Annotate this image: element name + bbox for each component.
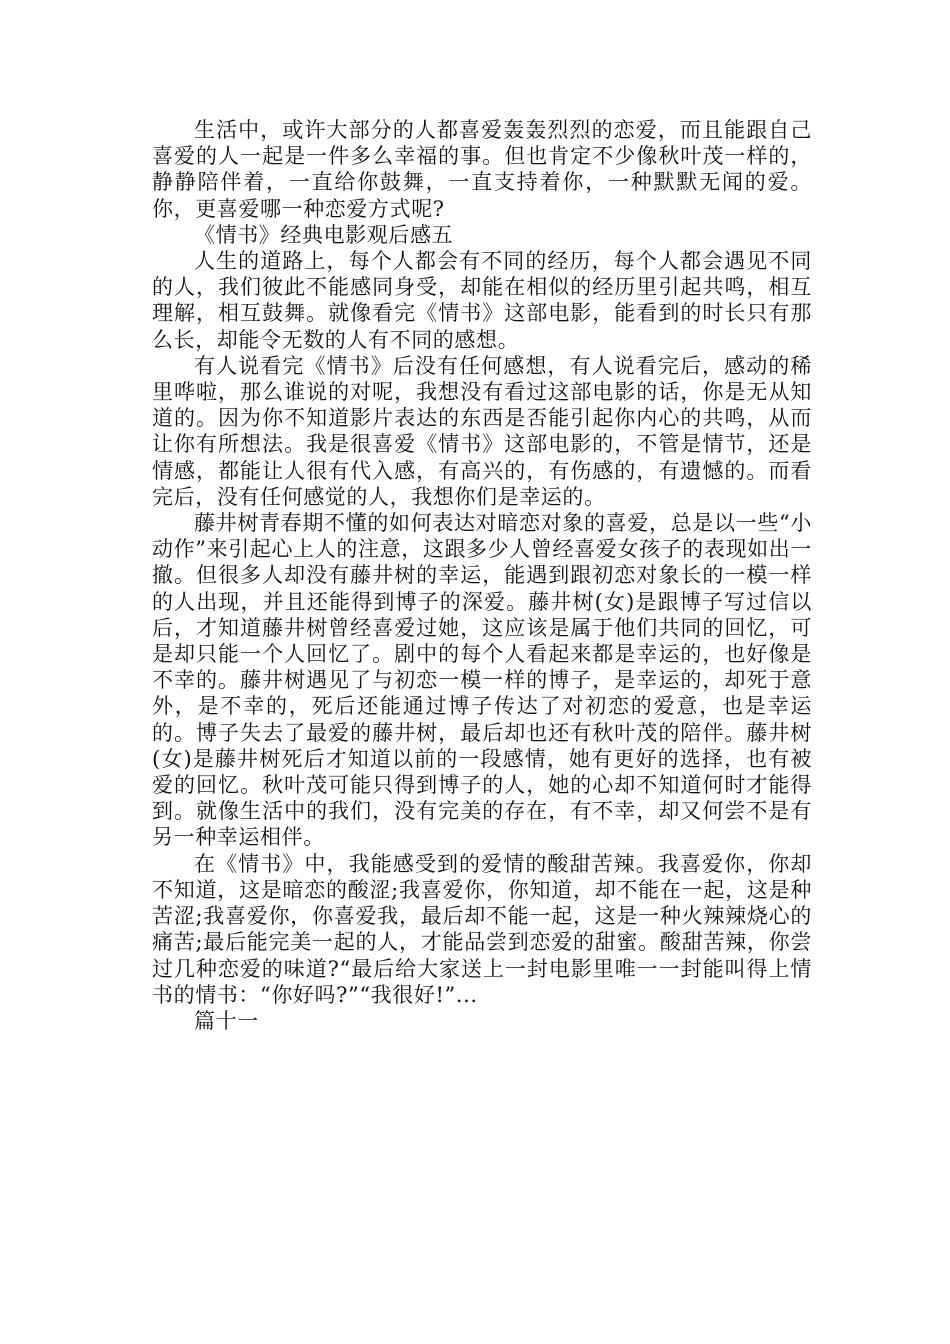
chapter-label: 篇十一 xyxy=(194,1008,259,1033)
document-body xyxy=(152,117,812,1034)
paragraph-fujii-itsuki: 藤井树青春期不懂的如何表达对暗恋对象的喜爱，总是以一些“小动作”来引起心上人的注意，这跟多少人曾经喜爱女孩子的表现如出一撤。但很多人却没有藤井树的幸运，能遇到跟初恋对象长的一模一样的人出现，并且还能得到博子的深爱。藤井树(女)是跟博子写过信以后，才知道藤井树曾经喜爱过她，这应该是属于他们共同的回忆，可是却只能一个人回忆了。剧中的每个人看起来都是幸运的，也好像是不幸的。藤井树遇见了与初恋一模一样的博子，是幸运的，却死于意外，是不幸的，死后还能通过博子传达了对初恋的爱意，也是幸运的。博子失去了最爱的藤井树，最后却也还有秋叶茂的陪伴。藤井树(女)是藤井树死后才知道以前的一段感情，她有更好的选择，也有被爱的回忆。秋叶茂可能只得到博子的人，她的心却不知道何时才能得到。就像生活中的我们，没有完美的存在，有不幸，却又何尝不是有另一种幸运相伴。 xyxy=(152,511,812,850)
paragraph-opinions: 有人说看完《情书》后没有任何感想，有人说看完后，感动的稀里哗啦，那么谁说的对呢，我想没有看过这部电影的话，你是无从知道的。因为你不知道影片表达的东西是否能引起你内心的共鸣，从而让你有所想法。我是很喜爱《情书》这部电影的，不管是情节，还是情感，都能让人很有代入感，有高兴的，有伤感的，有遗憾的。而看完后，没有任何感觉的人，我想你们是幸运的。 xyxy=(152,353,812,509)
paragraph-life-journey: 人生的道路上，每个人都会有不同的经历，每个人都会遇见不同的人，我们彼此不能感同身受，却能在相似的经历里引起共鸣，相互理解，相互鼓舞。就像看完《情书》这部电影，能看到的时长只有那么长，却能令无数的人有不同的感想。 xyxy=(152,249,812,352)
paragraph-love-flavors: 在《情书》中，我能感受到的爱情的酸甜苦辣。我喜爱你，你却不知道，这是暗恋的酸涩;我喜爱你，你知道，却不能在一起，这是种苦涩;我喜爱你，你喜爱我，最后却不能一起，这是一种火辣辣烧心的痛苦;最后能完美一起的人，才能品尝到恋爱的甜蜜。酸甜苦辣，你尝过几种恋爱的味道?“最后给大家送上一封电影里唯一一封能叫得上情书的情书：“你好吗?”“我很好!”... xyxy=(152,851,812,1007)
section-heading: 《情书》经典电影观后感五 xyxy=(194,222,454,247)
paragraph-intro: 生活中，或许大部分的人都喜爱轰轰烈烈的恋爱，而且能跟自己喜爱的人一起是一件多么幸福的事。但也肯定不少像秋叶茂一样的，静静陪伴着，一直给你鼓舞，一直支持着你，一种默默无闻的爱。你，更喜爱哪一种恋爱方式呢? xyxy=(152,118,812,221)
